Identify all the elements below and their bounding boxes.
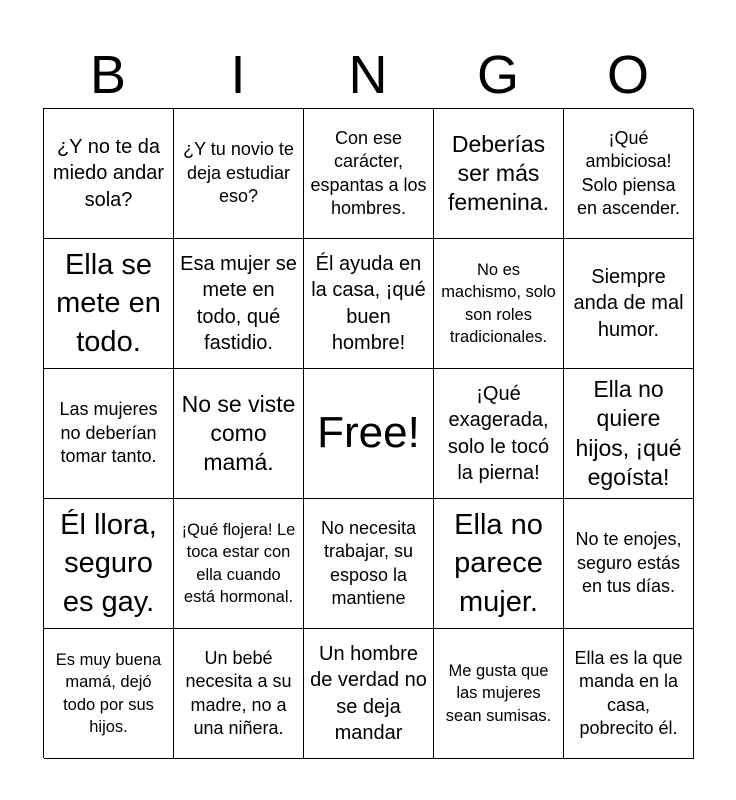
cell-text: Las mujeres no deberían tomar tanto. bbox=[59, 399, 158, 467]
free-text: Free! bbox=[317, 408, 420, 458]
cell-text: Con ese carácter, espantas a los hombres. bbox=[310, 127, 427, 218]
cell-text: Ella no quiere hijos, ¡qué egoísta! bbox=[575, 376, 682, 490]
bingo-cell[interactable] bbox=[44, 369, 174, 499]
cell-text: No es machismo, solo son roles tradicionales. bbox=[441, 260, 556, 346]
header-letter-n: N bbox=[348, 45, 388, 105]
bingo-cell[interactable] bbox=[434, 239, 564, 369]
bingo-cell[interactable] bbox=[304, 109, 434, 239]
cell-text: Me gusta que las mujeres sean sumisas. bbox=[445, 662, 552, 725]
bingo-cell[interactable] bbox=[174, 499, 304, 629]
bingo-cell[interactable] bbox=[434, 629, 564, 759]
bingo-cell[interactable] bbox=[564, 109, 694, 239]
bingo-cell[interactable] bbox=[44, 239, 174, 369]
cell-text: Es muy buena mamá, dejó todo por sus hijos. bbox=[55, 650, 162, 736]
bingo-cell[interactable] bbox=[44, 629, 174, 759]
bingo-cell[interactable] bbox=[564, 369, 694, 499]
header-letter-g: G bbox=[476, 45, 519, 105]
cell-text: ¡Qué exagerada, solo le tocó la pierna! bbox=[447, 382, 550, 484]
bingo-cell[interactable] bbox=[564, 239, 694, 369]
cell-text: Esa mujer se mete en todo, qué fastidio. bbox=[180, 252, 297, 354]
cell-text: No necesita trabajar, su esposo la mantiene bbox=[320, 517, 417, 608]
cell-text: Deberías ser más femenina. bbox=[447, 130, 549, 216]
bingo-header bbox=[43, 42, 693, 108]
header-letter-o: O bbox=[606, 45, 649, 105]
bingo-cell[interactable] bbox=[564, 629, 694, 759]
bingo-cell[interactable] bbox=[434, 499, 564, 629]
bingo-cell[interactable] bbox=[564, 499, 694, 629]
bingo-cell[interactable] bbox=[434, 369, 564, 499]
cell-text: Ella es la que manda en la casa, pobrecito él. bbox=[574, 647, 683, 738]
bingo-cell[interactable] bbox=[304, 499, 434, 629]
cell-text: Él llora, seguro es gay. bbox=[60, 509, 157, 618]
cell-text: ¿Y no te da miedo andar sola? bbox=[52, 135, 165, 211]
free-cell[interactable] bbox=[304, 369, 434, 499]
cell-text: Un bebé necesita a su madre, no a una niñera. bbox=[185, 647, 292, 738]
bingo-cell[interactable] bbox=[44, 109, 174, 239]
cell-text: Ella se mete en todo. bbox=[56, 249, 161, 358]
bingo-cell[interactable] bbox=[304, 629, 434, 759]
cell-text: Un hombre de verdad no se deja mandar bbox=[310, 642, 427, 744]
cell-text: No te enojes, seguro estás en tus días. bbox=[575, 529, 682, 597]
bingo-cell[interactable] bbox=[304, 239, 434, 369]
bingo-cell[interactable] bbox=[174, 369, 304, 499]
bingo-board bbox=[43, 108, 693, 758]
header-letter-i: I bbox=[230, 45, 246, 105]
cell-text: ¿Y tu novio te deja estudiar eso? bbox=[183, 139, 294, 207]
cell-text: ¡Qué ambiciosa! Solo piensa en ascender. bbox=[576, 127, 681, 218]
bingo-cell[interactable] bbox=[174, 239, 304, 369]
bingo-cell[interactable] bbox=[174, 629, 304, 759]
cell-text: Él ayuda en la casa, ¡qué buen hombre! bbox=[311, 252, 426, 354]
header-letter-b: B bbox=[89, 45, 127, 105]
cell-text: Siempre anda de mal humor. bbox=[573, 265, 684, 341]
cell-text: ¡Qué flojera! Le toca estar con ella cuando está hormonal. bbox=[181, 520, 296, 606]
bingo-cell[interactable] bbox=[44, 499, 174, 629]
bingo-cell[interactable] bbox=[174, 109, 304, 239]
cell-text: No se viste como mamá. bbox=[181, 390, 296, 476]
cell-text: Ella no parece mujer. bbox=[454, 509, 543, 618]
bingo-cell[interactable] bbox=[434, 109, 564, 239]
